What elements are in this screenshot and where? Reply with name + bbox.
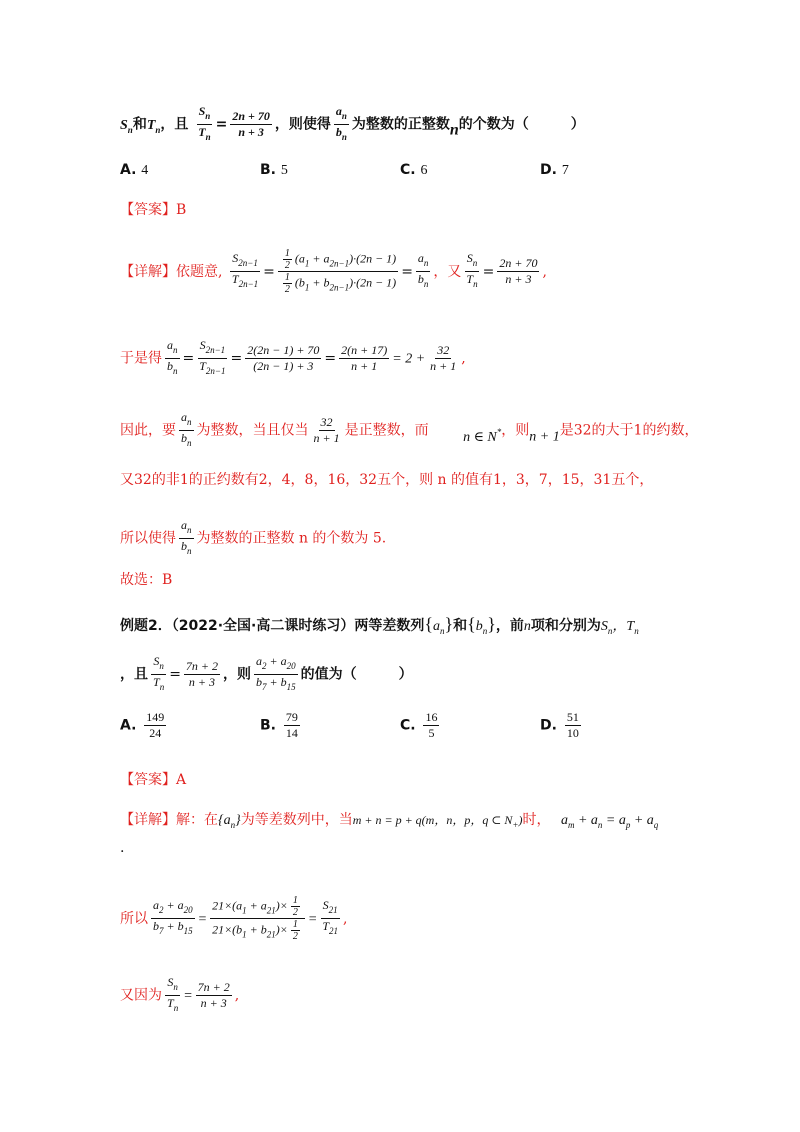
detail-2-label: 【详解】 bbox=[120, 812, 176, 828]
frac-step-1: $\frac{2(2n - 1) + 70}{(2n - 1) + 3}$ bbox=[247, 343, 320, 373]
q2-end: 的值为（ ） bbox=[300, 666, 413, 683]
math-S-n: $S_n$ bbox=[120, 117, 133, 135]
q2-stem-line-2: ，且 $\frac{S_n}{T_n}$ = $\frac{7n + 2}{n + 3}$ ，则 $\frac{a_2 + a_{20}}{b_7 + b_{15}}$ 的值为（ ） bbox=[120, 654, 740, 695]
frac-S2n1-T2n1-2: $\frac{S_{2n-1}}{T_{2n-1}}$ bbox=[199, 338, 226, 376]
line3-a: 因此，要 bbox=[120, 422, 176, 439]
q2-stem-line-1: 例题2．（2022·全国·高二课时练习）两等差数列$\{a_n\}$和$\{b_n\}$，前n项和分别为$S_n$，$T_n$ bbox=[120, 614, 639, 636]
q2-choice-b[interactable]: B. $\frac{79}{14}$ bbox=[260, 710, 298, 740]
answer-2: 【答案】A bbox=[120, 772, 187, 788]
frac-a2a20-b7b15: $\frac{a_2 + a_{20}}{b_7 + b_{15}}$ bbox=[256, 654, 296, 692]
q1-post: 为整数的正整数 bbox=[351, 116, 450, 133]
q1-cond: ，且 bbox=[160, 116, 189, 133]
frac-Sn-Tn-3: $\frac{S_n}{T_n}$ bbox=[153, 654, 165, 692]
q2-front2: 项和分别为 bbox=[530, 618, 601, 634]
q1-stem: $S_n$和$T_n$，且 $\frac{S_n}{T_n}$ = $\frac{2n + 70}{n + 3}$ ，则使得 $\frac{a_n}{b_n}$ 为整数的正整数n的个数为（ ） bbox=[120, 104, 740, 145]
frac-a2a20-b7b15-2: $\frac{a_2 + a_{20}}{b_7 + b_{15}}$ bbox=[153, 898, 193, 937]
line3-c: 是正整数，而 bbox=[344, 422, 429, 439]
q2-cond: ，且 bbox=[120, 666, 148, 683]
frac-ratio-2: $\frac{2n + 70}{n + 3}$ bbox=[499, 256, 538, 287]
detail-2-text: 解：在 bbox=[176, 812, 218, 828]
q2-title: 例题2．（2022·全国·高二课时练习）两等差数列 bbox=[120, 618, 425, 634]
frac-21-sum: $21\times(a_1 + a_{21})\times$ $\frac{1}{2}$ $21\times(b_1 + b_{21})\times$ $\frac{1}{2}$ bbox=[210, 895, 305, 943]
frac-Sn-Tn-2: $\frac{S_n}{T_n}$ bbox=[466, 251, 478, 290]
line2-lead: 于是得 bbox=[120, 350, 162, 367]
frac-32-n1: $\frac{32}{n + 1}$ bbox=[313, 415, 340, 445]
frac-step-2: $\frac{2(n + 17)}{n + 1}$ bbox=[341, 343, 388, 373]
frac-Sn-Tn: $\frac{S_n}{T_n}$ bbox=[198, 104, 211, 142]
frac-an-bn-3: $\frac{a_n}{b_n}$ bbox=[167, 338, 178, 376]
detail-2-text3: 时， bbox=[522, 812, 551, 828]
detail-2-line-1: 【详解】解：在$\{a_n\}$为等差数列中，当m + n = p + q(m，n，p，q ⊂ $N_+$)时， $a_m + a_n = a_p + a_q$ bbox=[120, 812, 659, 830]
frac-q2-ratio-2: $\frac{7n + 2}{n + 3}$ bbox=[197, 980, 230, 1010]
q2-front: ，前 bbox=[495, 618, 524, 634]
line5-b: 为整数的正整数 n 的个数为 5. bbox=[196, 530, 387, 547]
q1-choice-d[interactable]: D. 7 bbox=[540, 162, 569, 178]
detail-1-choose: 故选：B bbox=[120, 572, 173, 588]
frac-an-bn-5: $\frac{a_n}{b_n}$ bbox=[181, 518, 192, 556]
frac-step-3: $\frac{32}{n + 1}$ bbox=[430, 343, 457, 373]
q2-then: ，则 bbox=[223, 666, 252, 683]
frac-sum-ratio: $\frac{1}{2}$ $(a_1 + a_{2n-1})\cdot(2n - 1)$ $\frac{1}{2}$ $(b_1 + b_{2n-1})\cdot(2n - 1)$ bbox=[278, 248, 398, 296]
detail-1-also: ，又 bbox=[433, 263, 462, 280]
detail-1-label: 【详解】依题意, bbox=[120, 263, 223, 280]
detail-2-line-3: 又因为 $\frac{S_n}{T_n}$ = $\frac{7n + 2}{n + 3}$ , bbox=[120, 975, 740, 1016]
frac-q1-ratio: $\frac{2n + 70}{n + 3}$ bbox=[232, 109, 270, 139]
q1-choice-c[interactable]: C. 6 bbox=[400, 162, 428, 178]
q2-choice-d[interactable]: D. $\frac{51}{10}$ bbox=[540, 710, 579, 740]
line3-b: 为整数，当且仅当 bbox=[196, 422, 309, 439]
q1-pre: 和 bbox=[132, 116, 147, 133]
detail-1-line-1: 【详解】依题意, $\frac{S_{2n-1}}{T_{2n-1}}$ = $\frac{1}{2}$ $(a_1 + a_{2n-1})\cdot(2n - 1)$ $\frac{1}{2}$ $(b_1 + b_{2n-1})\cdot(2n - 1)$ = $\frac{a_n}{b_n}$ ，又 $\frac{S_n}{T_n}$ = $\frac{2n + 70}{n + 3}$ , bbox=[120, 248, 547, 296]
detail-1-line-2: 于是得 $\frac{a_n}{b_n}$ = $\frac{S_{2n-1}}{T_{2n-1}}$ = $\frac{2(2n - 1) + 70}{(2n - 1) + 3}$ = $\frac{2(n + 17)}{n + 1}$ = 2 + $\frac{32}{n + 1}$ , bbox=[120, 338, 740, 379]
line3-e: 是32的大于1的约数， bbox=[559, 422, 699, 439]
detail-2-text2: 为等差数列中，当 bbox=[240, 812, 353, 828]
q1-mid: ，则使得 bbox=[274, 116, 331, 133]
frac-an-bn: $\frac{a_n}{b_n}$ bbox=[335, 104, 347, 142]
detail-1-line-4: 又32的非1的正约数有2，4，8，16，32五个，则 n 的值有1，3，7，15，31五个， bbox=[120, 472, 654, 488]
answer-1: 【答案】B bbox=[120, 202, 187, 218]
math-T-n: $T_n$ bbox=[146, 117, 161, 135]
frac-S21-T21: $\frac{S_{21}}{T_{21}}$ bbox=[322, 898, 338, 937]
q2-choice-a[interactable]: A. $\frac{149}{24}$ bbox=[120, 710, 165, 740]
detail-1-line-3: 因此，要 $\frac{a_n}{b_n}$ 为整数，当且仅当 $\frac{32}{n + 1}$ 是正整数，而 n ∈ N*，则n + 1是32的大于1的约数， bbox=[120, 410, 740, 451]
frac-an-bn-4: $\frac{a_n}{b_n}$ bbox=[181, 410, 192, 448]
q1-choice-b[interactable]: B. 5 bbox=[260, 162, 288, 178]
frac-S2n1-T2n1: $\frac{S_{2n-1}}{T_{2n-1}}$ bbox=[231, 251, 259, 290]
q1-choice-a[interactable]: A. 4 bbox=[120, 162, 149, 178]
frac-q2-ratio: $\frac{7n + 2}{n + 3}$ bbox=[185, 659, 219, 689]
q2-and: 和 bbox=[453, 618, 468, 634]
q2-choice-c[interactable]: C. $\frac{16}{5}$ bbox=[400, 710, 438, 740]
detail-2-so: 所以 bbox=[120, 910, 148, 927]
detail-2-dot: . bbox=[120, 840, 125, 856]
line5-a: 所以使得 bbox=[120, 530, 176, 547]
frac-an-bn-2: $\frac{a_n}{b_n}$ bbox=[417, 251, 429, 290]
detail-2-because: 又因为 bbox=[120, 987, 162, 1004]
line3-d: ，则 bbox=[501, 422, 530, 439]
frac-Sn-Tn-4: $\frac{S_n}{T_n}$ bbox=[167, 975, 179, 1013]
q1-end: 的个数为（ ） bbox=[458, 116, 585, 133]
detail-2-line-2: 所以 $\frac{a_2 + a_{20}}{b_7 + b_{15}}$ = $21\times(a_1 + a_{21})\times$ $\frac{1}{2}$ $21\times(b_1 + b_{21})\times$ $\frac{1}{2}$ = $\frac{S_{21}}{T_{21}}$ , bbox=[120, 895, 348, 943]
detail-1-line-5 bbox=[120, 518, 740, 559]
